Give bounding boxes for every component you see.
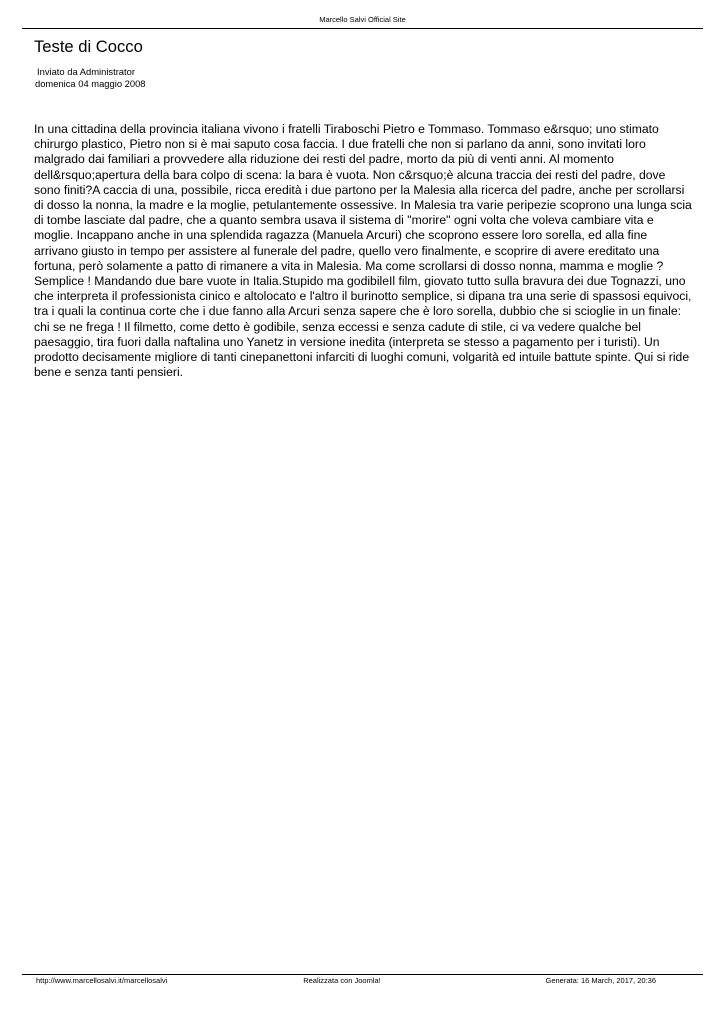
footer-divider <box>22 974 703 975</box>
footer-generated-date: Generata: 16 March, 2017, 20:36 <box>545 976 656 985</box>
author-line: Inviato da Administrator <box>37 66 135 77</box>
article-body: In una cittadina della provincia italiana vivono i fratelli Tiraboschi Pietro e Tommaso. Tommaso e&rsquo; uno stimato chirurgo plastico, Pietro non si è mai saputo cosa faccia. I due fratelli che non si parlano da anni, sono invitati loro malgrado dai familiari a provvedere alla riduzione dei resti del padre, morto da più di venti anni. Al momento dell&rsquo;apertura della bara colpo di scena: la bara è vuota. Non c&rsquo;è alcuna traccia dei resti del padre, dove sono finiti?A caccia di una, possibile, ricca eredità i due partono per la Malesia alla ricerca del padre, anche per scrollarsi di dosso la nonna, la madre e la moglie, petulantemente ossessive. In Malesia tra varie peripezie scoprono una lunga scia di tombe lasciate dal padre, che a quanto sembra usava il sistema di "morire" ogni volta che voleva cambiare vita e moglie. Incappano anche in una splendida ragazza (Manuela Arcuri) che scoprono essere loro sorella, ed alla fine arrivano giusto in tempo per assistere al funerale del padre, quello vero finalmente, e scoprire di avere ereditato una fortuna, però solamente a patto di rimanere a vita in Malesia. Ma come scrollarsi di dosso nonna, mamma e moglie ? Semplice ! Mandando due bare vuote in Italia.Stupido ma godibileIl film, giovato tutto sulla bravura dei due Tognazzi, uno che interpreta il professionista cinico e altolocato e l'altro il burinotto semplice, si dipana tra una serie di spassosi equivoci, tra i quali la continua corte che i due fanno alla Arcuri senza sapere che è loro sorella, dubbio che si scioglie in un finale: chi se ne frega ! Il filmetto, come detto è godibile, senza eccessi e senza cadute di stile, ci va vedere qualche bel paesaggio, tira fuori dalla naftalina uno Yanetz in versione inedita (interpreta se stesso a pagamento per i turisti). Un prodotto decisamente migliore di tanti cinepanettoni infarciti di luoghi comuni, volgarità ed intuile battute spinte. Qui si ride bene e senza tanti pensieri. <box>34 122 692 380</box>
article-meta <box>35 66 146 89</box>
site-name: Marcello Salvi Official Site <box>319 15 406 24</box>
footer-powered-by: Realizzata con Joomla! <box>303 976 381 985</box>
publish-date: domenica 04 maggio 2008 <box>35 77 146 89</box>
article-title: Teste di Cocco <box>34 37 143 56</box>
site-footer <box>0 976 725 988</box>
header-divider <box>22 28 703 29</box>
site-header <box>0 15 725 25</box>
footer-url-link[interactable]: http://www.marcellosalvi.it/marcellosalvi <box>36 976 168 985</box>
